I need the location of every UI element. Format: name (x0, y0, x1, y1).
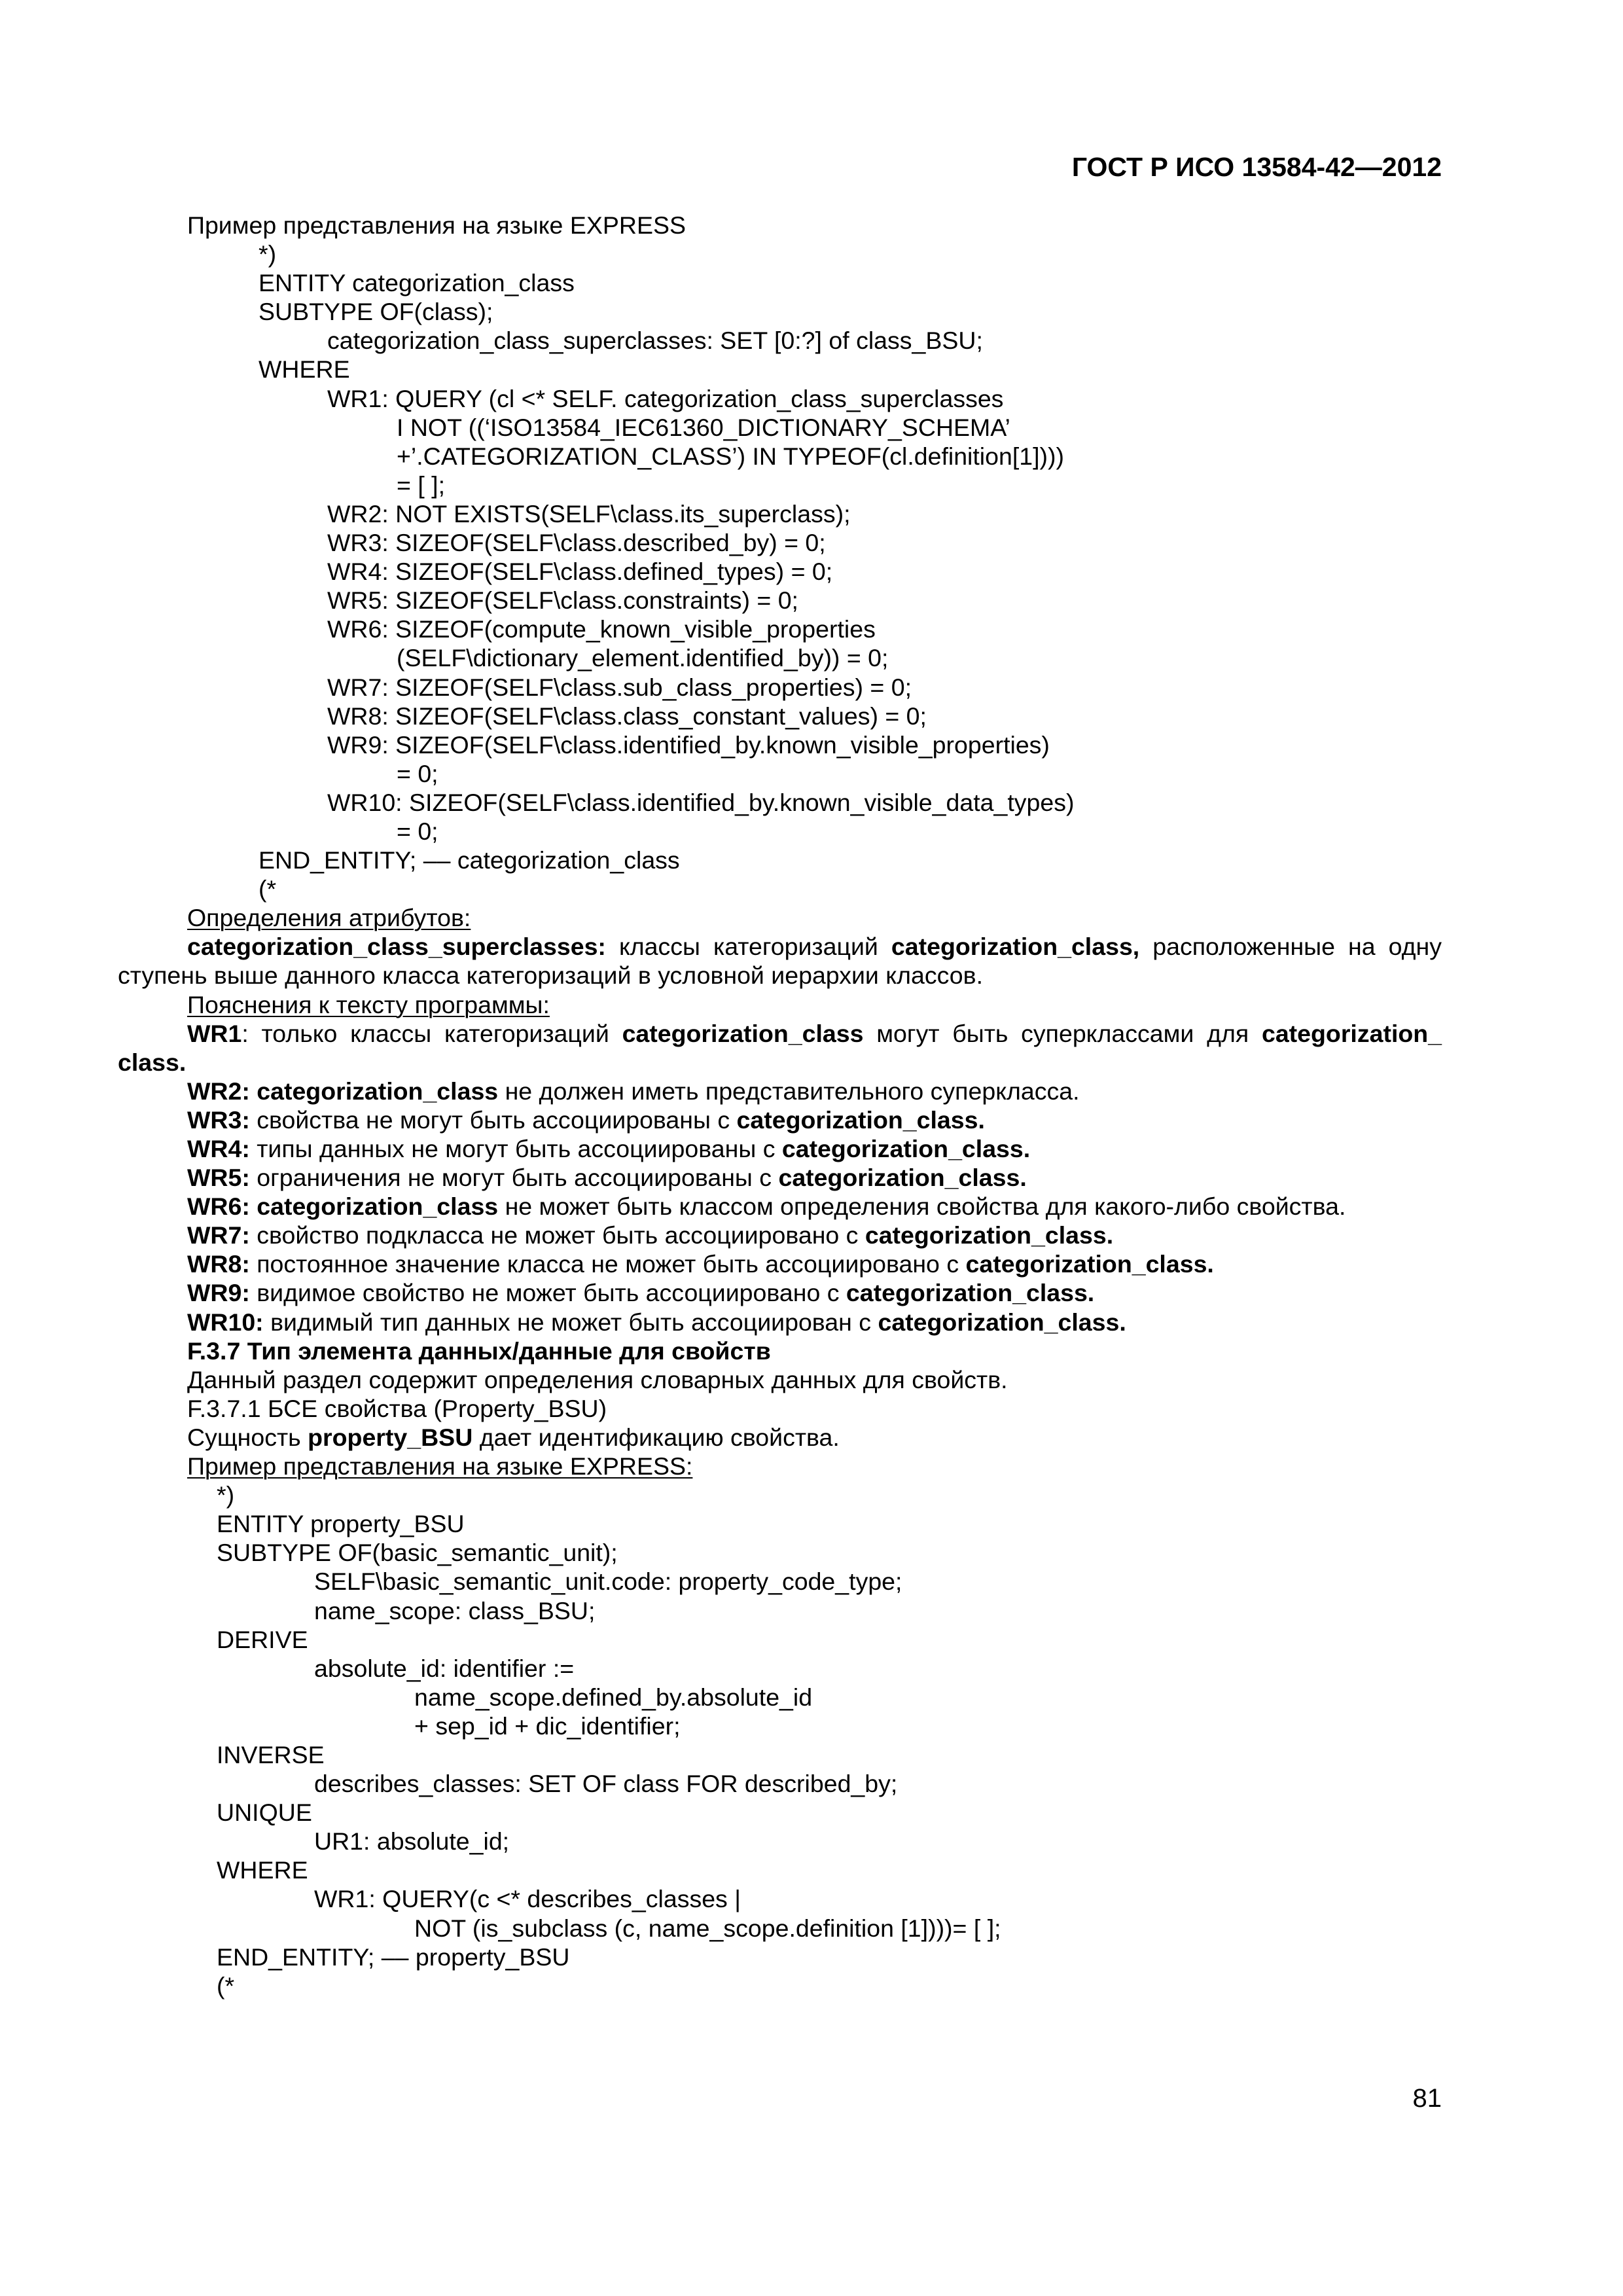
express-code-line: WR5: SIZEOF(SELF\class.constraints) = 0; (327, 586, 798, 615)
express-code-line: (SELF\dictionary_element.identified_by)) = 0; (397, 644, 889, 672)
rule-label: WR1 (187, 1019, 242, 1047)
express-code-line: INVERSE (217, 1740, 325, 1768)
rule-label: WR4: (187, 1135, 250, 1162)
express-code-line: UNIQUE (217, 1799, 312, 1827)
page-number: 81 (1412, 2084, 1442, 2113)
express-code-line: WR6: SIZEOF(compute_known_visible_properties (327, 615, 876, 643)
express-code-line: describes_classes: SET OF class FOR described_by; (314, 1770, 898, 1798)
rule-description: постоянное значение класса не может быть ассоциировано с (257, 1250, 959, 1278)
express-code-line: SUBTYPE OF(basic_semantic_unit); (217, 1539, 618, 1567)
section-intro: Данный раздел содержит определения словарных данных для свойств. (187, 1365, 1008, 1393)
express-code-line: WHERE (259, 355, 350, 384)
attribute-definition-continuation: ступень выше данного класса категоризаций в условной иерархии классов. (118, 961, 983, 990)
express-code-line: ENTITY property_BSU (217, 1510, 465, 1538)
entity-name: categorization_class (257, 1193, 499, 1221)
entity-name: categorization_class (622, 1019, 864, 1047)
entity-name: categorization_ (1261, 1019, 1442, 1047)
entity-name: categorization_class. (865, 1221, 1114, 1249)
express-code-line: + sep_id + dic_identifier; (414, 1712, 681, 1740)
rule-description: ограничения не могут быть ассоциированы с (257, 1164, 772, 1192)
subsection-heading: F.3.7.1 БСЕ свойства (Property_BSU) (187, 1394, 607, 1422)
rule-description: свойство подкласса не может быть ассоциировано с (257, 1221, 859, 1249)
entity-description-text: дает идентификацию свойства. (479, 1423, 840, 1451)
express-example-caption: Пример представления на языке EXPRESS: (187, 1452, 693, 1480)
program-note-wr6 (0, 1192, 1623, 1221)
section-heading: F.3.7 Тип элемента данных/данные для свойств (187, 1336, 771, 1365)
rule-description: : только классы категоризаций (241, 1019, 609, 1047)
entity-name: categorization_class. (778, 1164, 1027, 1192)
express-code-line: (* (259, 875, 277, 903)
rule-label: WR10: (187, 1308, 264, 1336)
express-code-line: WR3: SIZEOF(SELF\class.described_by) = 0; (327, 529, 826, 557)
express-code-line: WR10: SIZEOF(SELF\class.identified_by.known_visible_data_types) (327, 788, 1075, 816)
entity-name: categorization_class. (736, 1105, 985, 1134)
express-code-line: *) (217, 1481, 235, 1509)
express-code-line: SELF\basic_semantic_unit.code: property_code_type; (314, 1568, 902, 1596)
express-code-line: = 0; (397, 817, 438, 845)
entity-name: property_BSU (308, 1423, 473, 1451)
express-code-line: name_scope.defined_by.absolute_id (414, 1683, 813, 1711)
rule-label-group (187, 1077, 498, 1105)
document-number-header: ГОСТ Р ИСО 13584-42—2012 (1071, 152, 1442, 182)
program-note-wr9 (0, 1278, 1623, 1307)
program-notes-heading: Пояснения к тексту программы: (187, 990, 550, 1018)
program-note-wr2 (0, 1077, 1623, 1105)
entity-name: categorization_class. (965, 1250, 1214, 1278)
express-code-line: WR9: SIZEOF(SELF\class.identified_by.known_visible_properties) (327, 730, 1050, 759)
program-note-wr1 (0, 1019, 1442, 1048)
attribute-description: расположенные на одну (1152, 933, 1442, 961)
express-code-line: SUBTYPE OF(class); (259, 298, 493, 326)
rule-label: WR7: (187, 1221, 250, 1249)
rule-description: могут быть суперклассами для (876, 1019, 1249, 1047)
entity-name: categorization_class. (878, 1308, 1126, 1336)
entity-name: categorization_class. (846, 1279, 1095, 1307)
express-code-line: name_scope: class_BSU; (314, 1596, 596, 1624)
rule-description: не должен иметь представительного суперкласса. (505, 1077, 1080, 1105)
rule-description: не может быть классом определения свойства для какого-либо свойства. (505, 1193, 1346, 1221)
entity-name: categorization_class, (891, 933, 1140, 961)
express-code-line: ENTITY categorization_class (259, 269, 575, 297)
express-example-caption: Пример представления на языке EXPRESS (187, 211, 686, 239)
express-code-line: WR1: QUERY(c <* describes_classes | (314, 1885, 741, 1913)
express-code-line: WR4: SIZEOF(SELF\class.defined_types) = 0; (327, 558, 833, 586)
program-note-wr3 (0, 1105, 1623, 1134)
express-code-line: (* (217, 1971, 235, 2000)
program-note-wr5 (0, 1163, 1623, 1192)
program-note-text (187, 1019, 1442, 1048)
entity-name: categorization_class. (781, 1135, 1031, 1162)
rule-label: WR5: (187, 1164, 250, 1192)
attribute-term: categorization_class_superclasses: (187, 933, 606, 961)
rule-label: WR8: (187, 1250, 250, 1278)
attribute-definitions-heading: Определения атрибутов: (187, 904, 471, 932)
program-note-wr10 (0, 1308, 1623, 1336)
express-code-line: WR8: SIZEOF(SELF\class.class_constant_values) = 0; (327, 702, 927, 730)
rule-label-group (187, 1193, 498, 1220)
rule-description: видимое свойство не может быть ассоциировано с (257, 1279, 840, 1307)
express-code-line: WHERE (217, 1856, 308, 1884)
express-code-line: categorization_class_superclasses: SET [0:?] of class_BSU; (327, 327, 983, 355)
express-code-line: WR7: SIZEOF(SELF\class.sub_class_properties) = 0; (327, 673, 912, 701)
attribute-definition-text (187, 932, 1442, 961)
express-code-line: NOT (is_subclass (c, name_scope.definition [1])))= [ ]; (414, 1914, 1001, 1942)
express-code-line: WR1: QUERY (cl <* SELF. categorization_class_superclasses (327, 384, 1004, 412)
rule-label: WR6: (187, 1193, 250, 1221)
express-code-line: I NOT ((‘ISO13584_IEC61360_DICTIONARY_SCHEMA’ (397, 413, 1010, 441)
express-code-line: END_ENTITY; –– property_BSU (217, 1943, 570, 1971)
rule-label: WR3: (187, 1105, 250, 1134)
program-note-wr8 (0, 1249, 1623, 1278)
express-code-line: = [ ]; (397, 471, 445, 499)
express-code-line: = 0; (397, 759, 438, 787)
rule-description: свойства не могут быть ассоциированы с (257, 1105, 730, 1134)
page-content (0, 211, 1623, 2000)
express-code-line: *) (259, 240, 277, 268)
express-code-line: +’.CATEGORIZATION_CLASS’) IN TYPEOF(cl.definition[1]))) (397, 442, 1065, 470)
entity-name: categorization_class (257, 1077, 499, 1105)
express-code-line: DERIVE (217, 1625, 308, 1653)
rule-description: видимый тип данных не может быть ассоциирован с (270, 1308, 872, 1336)
rule-label: WR2: (187, 1077, 250, 1105)
express-code-line: END_ENTITY; –– categorization_class (259, 846, 680, 874)
entity-description (0, 1423, 1623, 1452)
attribute-definition-line (0, 932, 1442, 961)
rule-label: WR9: (187, 1279, 250, 1307)
program-note-wr7 (0, 1221, 1623, 1249)
program-note-wr4 (0, 1134, 1623, 1163)
program-note-wr1-continuation: class. (118, 1048, 187, 1076)
express-code-line: WR2: NOT EXISTS(SELF\class.its_superclass); (327, 499, 851, 528)
express-code-line: absolute_id: identifier := (314, 1654, 575, 1682)
express-code-line: UR1: absolute_id; (314, 1827, 510, 1856)
rule-description: типы данных не могут быть ассоциированы с (257, 1135, 776, 1162)
entity-description-text: Сущность (187, 1423, 301, 1451)
attribute-description: классы категоризаций (618, 933, 878, 961)
